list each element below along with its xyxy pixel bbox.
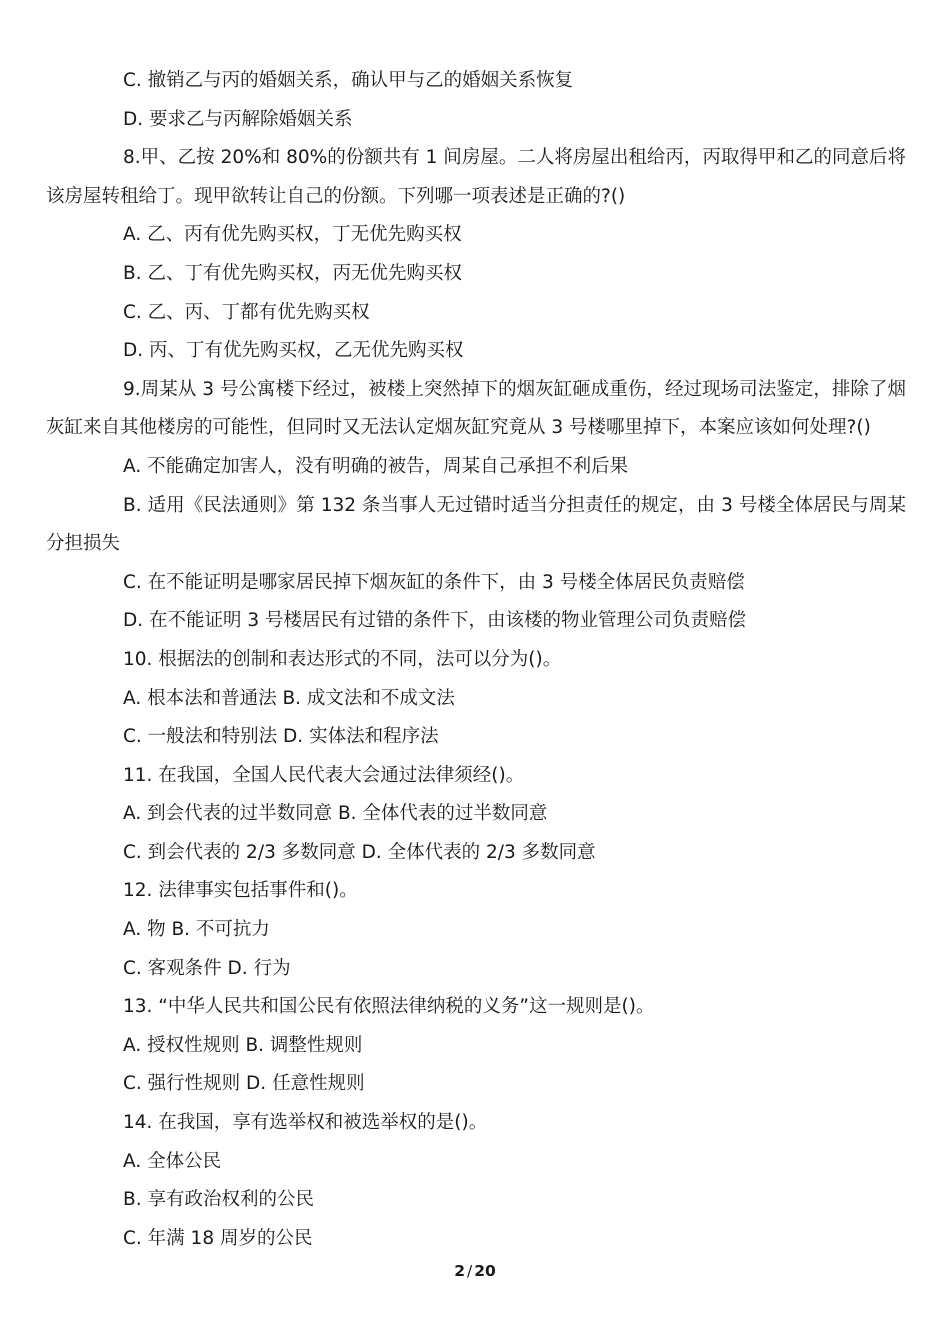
document-body (0, 62, 950, 1258)
option-line: C. 客观条件 D. 行为 (123, 957, 291, 979)
option-line: C. 一般法和特别法 D. 实体法和程序法 (123, 726, 439, 748)
question-line: 11. 在我国，全国人民代表大会通过法律须经()。 (123, 764, 525, 786)
question-line: 12. 法律事实包括事件和()。 (123, 880, 358, 902)
option-line: B. 享有政治权利的公民 (123, 1189, 314, 1211)
option-line: A. 授权性规则 B. 调整性规则 (123, 1034, 363, 1056)
option-line: C. 撤销乙与丙的婚姻关系，确认甲与乙的婚姻关系恢复 (123, 70, 574, 91)
question-line: 10. 根据法的创制和表达形式的不同，法可以分为()。 (123, 648, 562, 670)
question-continuation-line: 该房屋转租给丁。现甲欲转让自己的份额。下列哪一项表述是正确的?() (46, 185, 626, 207)
page-separator: / (466, 1262, 473, 1280)
question-line: 13. “中华人民共和国公民有依照法律纳税的义务”这一规则是()。 (123, 996, 655, 1018)
option-line: D. 丙、丁有优先购买权，乙无优先购买权 (123, 340, 464, 362)
option-line: B. 适用《民法通则》第 132 条当事人无过错时适当分担责任的规定，由 3 号楼全体居民与周某 (123, 494, 906, 516)
option-continuation-line: 分担损失 (46, 533, 121, 555)
total-pages-number: 20 (474, 1262, 496, 1280)
option-line: A. 乙、丙有优先购买权，丁无优先购买权 (123, 224, 462, 246)
option-line: A. 全体公民 (123, 1150, 222, 1172)
option-line: B. 乙、丁有优先购买权，丙无优先购买权 (123, 262, 462, 284)
option-line: C. 年满 18 周岁的公民 (123, 1227, 313, 1249)
option-line: C. 乙、丙、丁都有优先购买权 (123, 301, 370, 323)
option-line: D. 要求乙与丙解除婚姻关系 (123, 108, 353, 130)
option-line: A. 根本法和普通法 B. 成文法和不成文法 (123, 687, 455, 709)
question-continuation-line: 灰缸来自其他楼房的可能性，但同时又无法认定烟灰缸究竟从 3 号楼哪里掉下，本案应该如何处理?() (46, 417, 871, 439)
option-line: A. 到会代表的过半数同意 B. 全体代表的过半数同意 (123, 803, 548, 825)
option-line: C. 在不能证明是哪家居民掉下烟灰缸的条件下，由 3 号楼全体居民负责赔偿 (123, 571, 745, 593)
question-line: 9.周某从 3 号公寓楼下经过，被楼上突然掉下的烟灰缸砸成重伤，经过现场司法鉴定，排除了烟 (123, 378, 906, 400)
option-line: D. 在不能证明 3 号楼居民有过错的条件下，由该楼的物业管理公司负责赔偿 (123, 610, 747, 632)
option-line: A. 物 B. 不可抗力 (123, 919, 270, 941)
option-line: A. 不能确定加害人，没有明确的被告，周某自己承担不利后果 (123, 455, 629, 477)
option-line: C. 到会代表的 2/3 多数同意 D. 全体代表的 2/3 多数同意 (123, 841, 596, 863)
current-page-number: 2 (454, 1262, 465, 1280)
question-line: 14. 在我国，享有选举权和被选举权的是()。 (123, 1112, 488, 1134)
page-number (0, 1262, 950, 1280)
question-line: 8.甲、乙按 20%和 80%的份额共有 1 间房屋。二人将房屋出租给丙，丙取得甲和乙的同意后将 (123, 147, 906, 169)
option-line: C. 强行性规则 D. 任意性规则 (123, 1073, 365, 1095)
